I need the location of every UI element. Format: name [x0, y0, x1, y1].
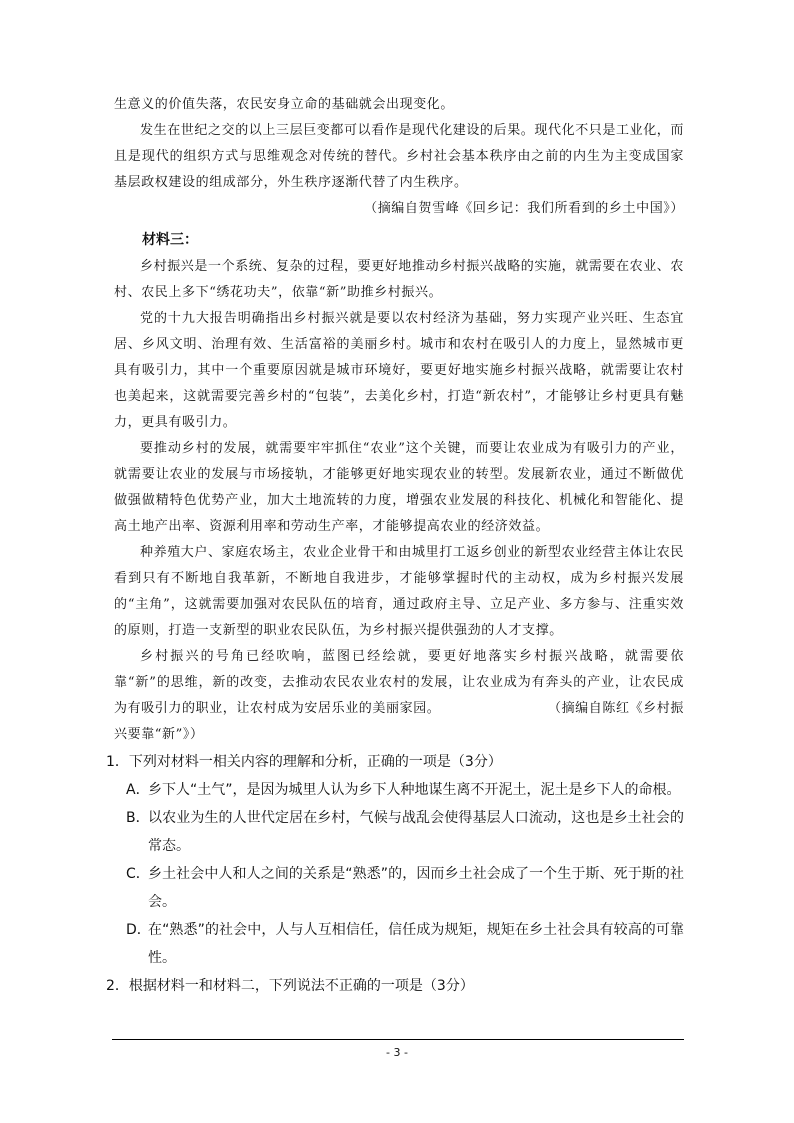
material3-heading: 材料三：	[142, 232, 198, 248]
question-1-stem: 1．下列对材料一相关内容的理解和分析，正确的一项是（3分）	[106, 754, 502, 770]
source-citation-material2: （摘编自贺雪峰《回乡记：我们所看到的乡土中国》）	[364, 201, 684, 216]
option-text: 在“熟悉”的社会中，人与人互相信任，信任成为规矩，规矩在乡土社会具有较高的可靠性。	[148, 922, 684, 966]
question-1-option-a	[126, 776, 684, 804]
option-text: 乡下人“土气”，是因为城里人认为乡下人种地谋生离不开泥土，泥土是乡下人的命根。	[148, 782, 681, 798]
option-label: A．	[126, 782, 150, 798]
page-content	[106, 92, 685, 1000]
option-label: B．	[126, 810, 150, 826]
question-1-option-b	[126, 804, 684, 860]
source-citation-material3: （摘编自陈红《乡村振	[547, 701, 684, 716]
question-2-stem: 2．根据材料一和材料二，下列说法不正确的一项是（3分）	[106, 978, 474, 994]
material3-paragraph-3: 要推动乡村的发展，就需要牢牢抓住“农业”这个关键，而要让农业成为有吸引力的产业，就需要让农业的发展与市场接轨，才能够更好地实现农业的转型。发展新农业，通过不断做优做强做精特色优势产业，加大土地流转的力度，增强农业发展的科技化、机械化和智能化、提高土地产出率、资源利用率和劳动生产率，才能够提高农业的经济效益。	[114, 441, 684, 534]
material3-paragraph-1: 乡村振兴是一个系统、复杂的过程，要更好地推动乡村振兴战略的实施，就需要在农业、农村、农民上多下“绣花功夫”，依靠“新”助推乡村振兴。	[114, 259, 685, 300]
material3-paragraph-5	[114, 644, 684, 722]
source-citation-material3-cont: 兴要靠“新”》）	[114, 727, 204, 742]
paragraph-continued: 生意义的价值失落，农民安身立命的基础就会出现变化。	[114, 97, 455, 112]
option-label: C．	[126, 866, 150, 882]
option-label: D．	[126, 922, 151, 938]
footer-divider	[112, 1039, 684, 1040]
question-1-option-c	[126, 860, 684, 916]
question-1-option-d	[126, 916, 684, 972]
paragraph-modernization: 发生在世纪之交的以上三层巨变都可以看作是现代化建设的后果。现代化不只是工业化，而且是现代的组织方式与思维观念对传统的替代。乡村社会基本秩序由之前的内生为主变成国家基层政权建设的组成部分，外生秩序逐渐代替了内生秩序。	[114, 123, 685, 190]
material3-paragraph-2: 党的十九大报告明确指出乡村振兴就是要以农村经济为基础，努力实现产业兴旺、生态宜居、乡风文明、治理有效、生活富裕的美丽乡村。城市和农村在吸引人的力度上，显然城市更具有吸引力，其中一个重要原因就是城市环境好，要更好地实施乡村振兴战略，就需要让农村也美起来，这就需要完善乡村的“包装”，去美化乡村，打造“新农村”，才能够让乡村更具有魅力，更具有吸引力。	[114, 311, 684, 430]
page-number: - 3 -	[386, 1046, 408, 1059]
material3-paragraph-5-text: 乡村振兴的号角已经吹响，蓝图已经绘就，要更好地落实乡村振兴战略，就需要依靠“新”的思维，新的改变，去推动农民农业农村的发展，让农业成为有奔头的产业，让农民成为有吸引力的职业，让农村成为安居乐业的美丽家园。	[114, 649, 684, 716]
option-text: 以农业为生的人世代定居在乡村，气候与战乱会使得基层人口流动，这也是乡土社会的常态。	[148, 810, 684, 854]
material3-paragraph-4: 种养殖大户、家庭农场主，农业企业骨干和由城里打工返乡创业的新型农业经营主体让农民看到只有不断地自我革新，不断地自我进步，才能够掌握时代的主动权，成为乡村振兴发展的“主角”，这就需要加强对农民队伍的培育，通过政府主导、立足产业、多方参与、注重实效的原则，打造一支新型的职业农民队伍，为乡村振兴提供强劲的人才支撑。	[114, 545, 685, 638]
option-text: 乡土社会中人和人之间的关系是“熟悉”的，因而乡土社会成了一个生于斯、死于斯的社会。	[148, 866, 684, 910]
